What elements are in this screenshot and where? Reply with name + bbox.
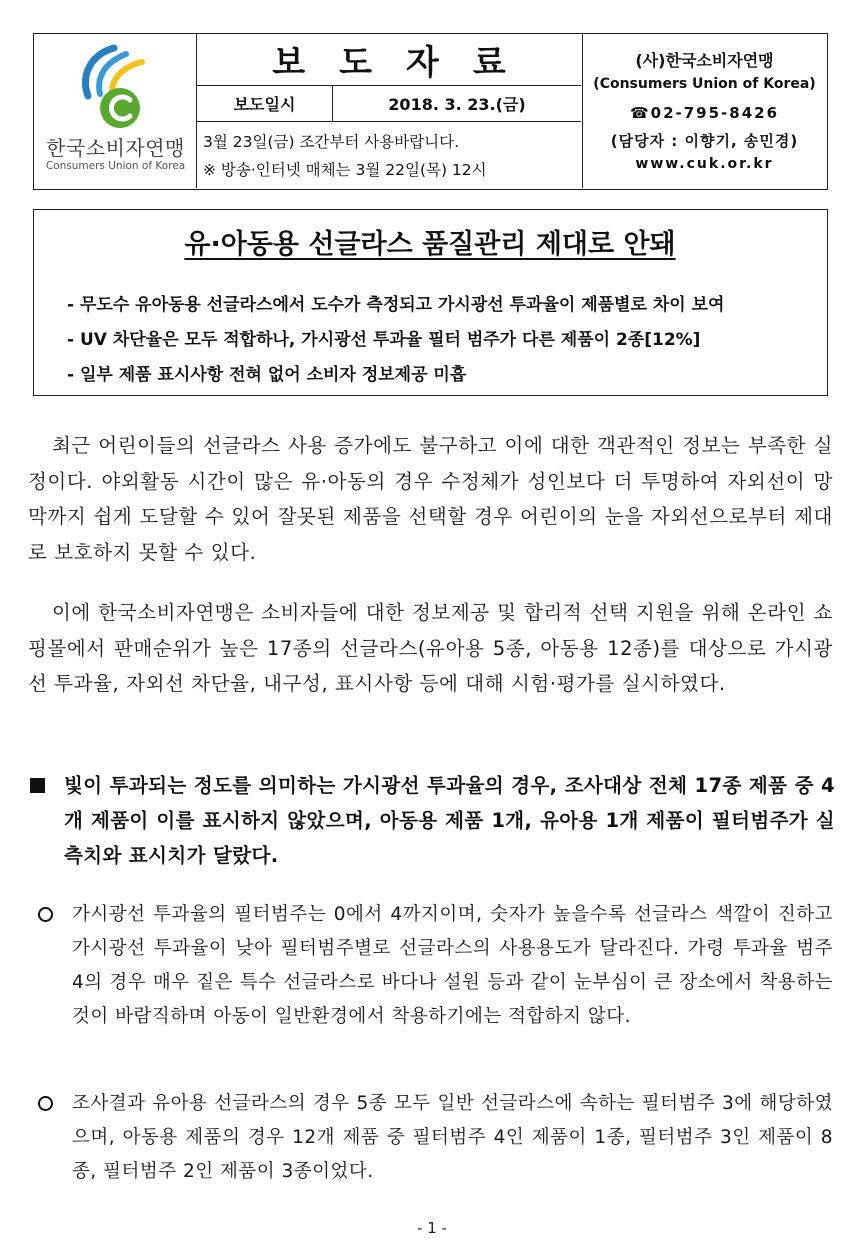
contact-cell [583,34,826,188]
logo-org-name: 한국소비자연맹 [46,136,185,160]
title-row [197,34,581,86]
organization-name: (사)한국소비자연맹 [635,51,774,70]
cuk-logo-icon [70,44,162,130]
release-date-label: 보도일시 [197,86,333,121]
page-number: - 1 - [417,1219,447,1237]
contact-persons: (담당자 : 이향기, 송민경) [610,132,799,150]
headline-summary-1: - 무도수 유아동용 선글라스에서 도수가 측정되고 가시광선 투과율이 제품별로 차이 보여 [67,295,725,315]
headline-summary-2: - UV 차단율은 모두 적합하나, 가시광선 투과율 필터 범주가 다른 제품이 2종[12%] [67,330,701,350]
release-date-value: 2018. 3. 23.(금) [388,95,526,114]
logo-cell [34,34,197,188]
press-release-title: 보도자료 [272,43,540,83]
date-row [197,86,581,122]
press-release-header [33,33,828,190]
list-item [38,1087,833,1189]
headline-title: 유·아동용 선글라스 품질관리 제대로 안돼 [184,229,676,260]
circle-bullet-icon [38,1096,53,1111]
website-link[interactable]: www.cuk.or.kr [635,156,774,172]
phone-number: ☎02-795-8426 [629,104,780,122]
organization-english-name: (Consumers Union of Korea) [593,76,816,92]
square-bullet-icon [30,778,45,793]
headline-summary-3: - 일부 제품 표시사항 전혀 없어 소비자 정보제공 미흡 [67,365,467,385]
body-paragraph-1: 최근 어린이들의 선글라스 사용 증가에도 불구하고 이에 대한 객관적인 정보는 부족한 실정이다. 야외활동 시간이 많은 유·아동의 경우 수정체가 성인보다 더 투명하여 자외선이 망막까지 쉽게 도달할 수 있어 잘못된 제품을 선택할 경우 어린이의 눈을 자외선으로부터 제대로 보호하지 못할 수 있다. [28,434,833,564]
list-item [38,898,833,1034]
body-paragraph-2: 이에 한국소비자연맹은 소비자들에 대한 정보제공 및 합리적 선택 지원을 위해 온라인 쇼핑몰에서 판매순위가 높은 17종의 선글라스(유아용 5종, 아동용 12종)를 대상으로 가시광선 투과율, 자외선 차단율, 내구성, 표시사항 등에 대해 시험·평가를 실시하였다. [28,601,833,695]
section-heading-text: 빛이 투과되는 정도를 의미하는 가시광선 투과율의 경우, 조사대상 전체 17종 제품 중 4개 제품이 이를 표시하지 않았으며, 아동용 제품 1개, 유아용 1개 제품이 필터범주가 실측치와 표시치가 달랐다. [64,774,835,867]
headline-box [33,209,828,396]
release-info-cell [197,34,583,188]
broadcast-embargo-notice: ※ 방송·인터넷 매체는 3월 22일(목) 12시 [203,161,487,179]
logo-org-subtitle: Consumers Union of Korea [45,160,186,172]
circle-bullet-icon [38,907,53,922]
section-heading [30,768,835,873]
embargo-notice: 3월 23일(금) 조간부터 사용바랍니다. [203,133,460,151]
list-item-text: 가시광선 투과율의 필터범주는 0에서 4까지이며, 숫자가 높을수록 선글라스 색깔이 진하고 가시광선 투과율이 낮아 필터범주별로 선글라스의 사용용도가 달라진다. 가령 투과율 범주 4의 경우 매우 짙은 특수 선글라스로 바다나 설원 등과 같이 눈부심이 큰 장소에서 착용하는 것이 바람직하며 아동이 일반환경에서 착용하기에는 적합하지 않다. [72,904,833,1027]
list-item-text: 조사결과 유아용 선글라스의 경우 5종 모두 일반 선글라스에 속하는 필터범주 3에 해당하였으며, 아동용 제품의 경우 12개 제품 중 필터범주 4인 제품이 1종, 필터범주 3인 제품이 8종, 필터범주 2인 제품이 3종이었다. [72,1093,833,1182]
